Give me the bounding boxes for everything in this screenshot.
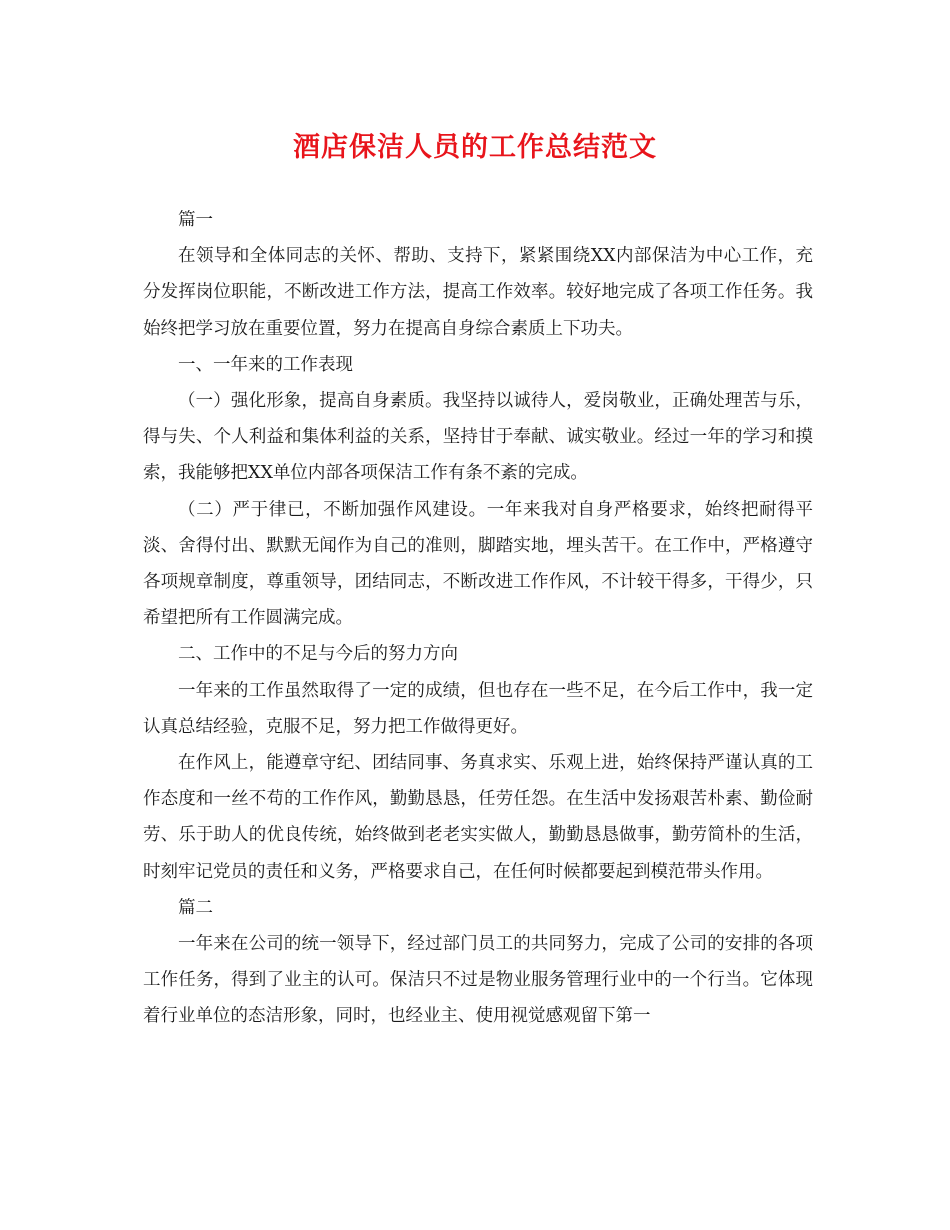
body-paragraph: 一年来在公司的统一领导下，经过部门员工的共同努力，完成了公司的安排的各项工作任务，得到了业主的认可。保洁只不过是物业服务管理行业中的一个行当。它体现着行业单位的态洁形象，同时，也经业主、使用视觉感观留下第一 [143, 934, 813, 1027]
body-paragraph: 在作风上，能遵章守纪、团结同事、务真求实、乐观上进，始终保持严谨认真的工作态度和一丝不苟的工作作风，勤勤恳恳，任劳任怨。在生活中发扬艰苦朴素、勤俭耐劳、乐于助人的优良传统，始终做到老老实实做人，勤勤恳恳做事，勤劳简朴的生活，时刻牢记党员的责任和义务，严格要求自己，在任何时候都要起到模范带头作用。 [143, 753, 813, 882]
body-paragraph: 一年来的工作虽然取得了一定的成绩，但也存在一些不足，在今后工作中，我一定认真总结经验，克服不足，努力把工作做得更好。 [143, 680, 813, 737]
body-paragraph: 在领导和全体同志的关怀、帮助、支持下，紧紧围绕XX内部保洁为中心工作，充分发挥岗位职能，不断改进工作方法，提高工作效率。较好地完成了各项工作任务。我始终把学习放在重要位置，努力在提高自身综合素质上下功夫。 [143, 246, 813, 339]
document-body [143, 202, 813, 1035]
document-title: 酒店保洁人员的工作总结范文 [293, 132, 657, 163]
section-heading-part-one: 篇一 [178, 210, 213, 230]
section-heading-work-performance: 一、一年来的工作表现 [178, 354, 353, 375]
body-paragraph: （一）强化形象，提高自身素质。我坚持以诚待人，爱岗敬业，正确处理苦与乐，得与失、个人利益和集体利益的关系，坚持甘于奉献、诚实敬业。经过一年的学习和摸索，我能够把XX单位内部各项保洁工作有条不紊的完成。 [143, 391, 813, 484]
section-heading-part-two: 篇二 [178, 897, 213, 918]
section-heading-shortcomings: 二、工作中的不足与今后的努力方向 [178, 644, 458, 665]
body-paragraph: （二）严于律已，不断加强作风建设。一年来我对自身严格要求，始终把耐得平淡、舍得付出、默默无闻作为自己的准则，脚踏实地，埋头苦干。在工作中，严格遵守各项规章制度，尊重领导，团结同志，不断改进工作作风，不计较干得多，干得少，只希望把所有工作圆满完成。 [143, 499, 813, 629]
